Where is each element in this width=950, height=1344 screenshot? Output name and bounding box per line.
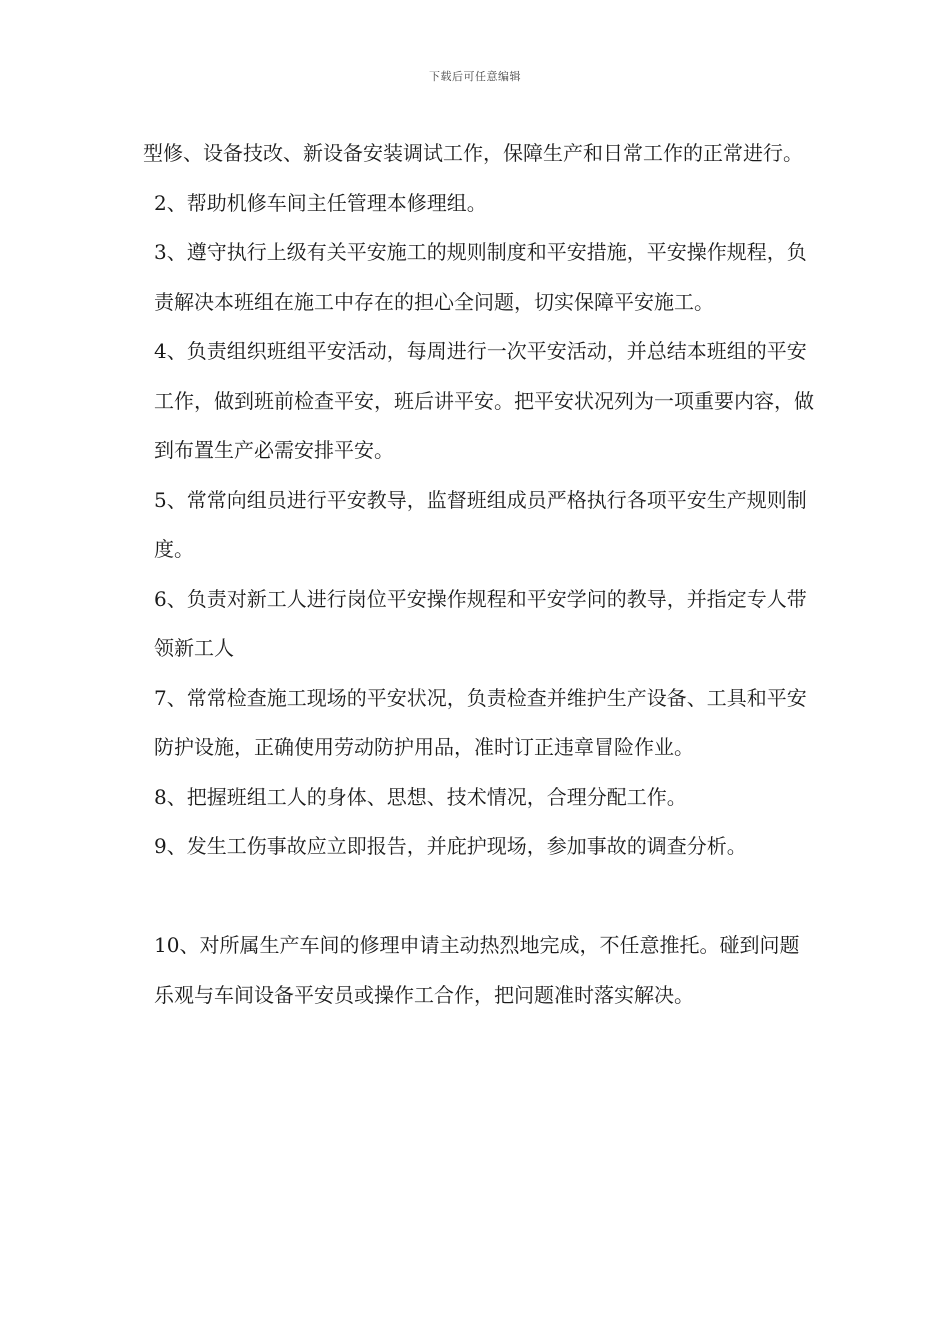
paragraph-item-6: 6、负责对新工人进行岗位平安操作规程和平安学问的教导，并指定专人带领新工人 [154, 586, 807, 660]
paragraph-item-4: 4、负责组织班组平安活动，每周进行一次平安活动，并总结本班组的平安工作，做到班前检查平安，班后讲平安。把平安状况列为一项重要内容，做到布置生产必需安排平安。 [154, 339, 814, 462]
paragraph-item-8: 8、把握班组工人的身体、思想、技术情况，合理分配工作。 [154, 784, 687, 809]
paragraph-item-7: 7、常常检查施工现场的平安状况，负责检查并维护生产设备、工具和平安防护设施，正确使用劳动防护用品，准时订正违章冒险作业。 [154, 685, 807, 759]
paragraph-item-9: 9、发生工伤事故应立即报告，并庇护现场，参加事故的调查分析。 [154, 834, 747, 858]
document-body [143, 129, 819, 1020]
page-header: 下载后可任意编辑 [429, 70, 521, 83]
paragraph-item-2: 2、帮助机修车间主任管理本修理组。 [154, 190, 487, 215]
paragraph-item-3: 3、遵守执行上级有关平安施工的规则制度和平安措施，平安操作规程，负责解决本班组在施工中存在的担心全问题，切实保障平安施工。 [154, 240, 807, 314]
paragraph-spacer [143, 872, 819, 922]
paragraph-item-10: 10、对所属生产车间的修理申请主动热烈地完成，不任意推托。碰到问题乐观与车间设备平安员或操作工合作，把问题准时落实解决。 [154, 933, 800, 1007]
paragraph-continuation: 型修、设备技改、新设备安装调试工作，保障生产和日常工作的正常进行。 [143, 141, 803, 165]
paragraph-item-5: 5、常常向组员进行平安教导，监督班组成员严格执行各项平安生产规则制度。 [154, 487, 807, 561]
